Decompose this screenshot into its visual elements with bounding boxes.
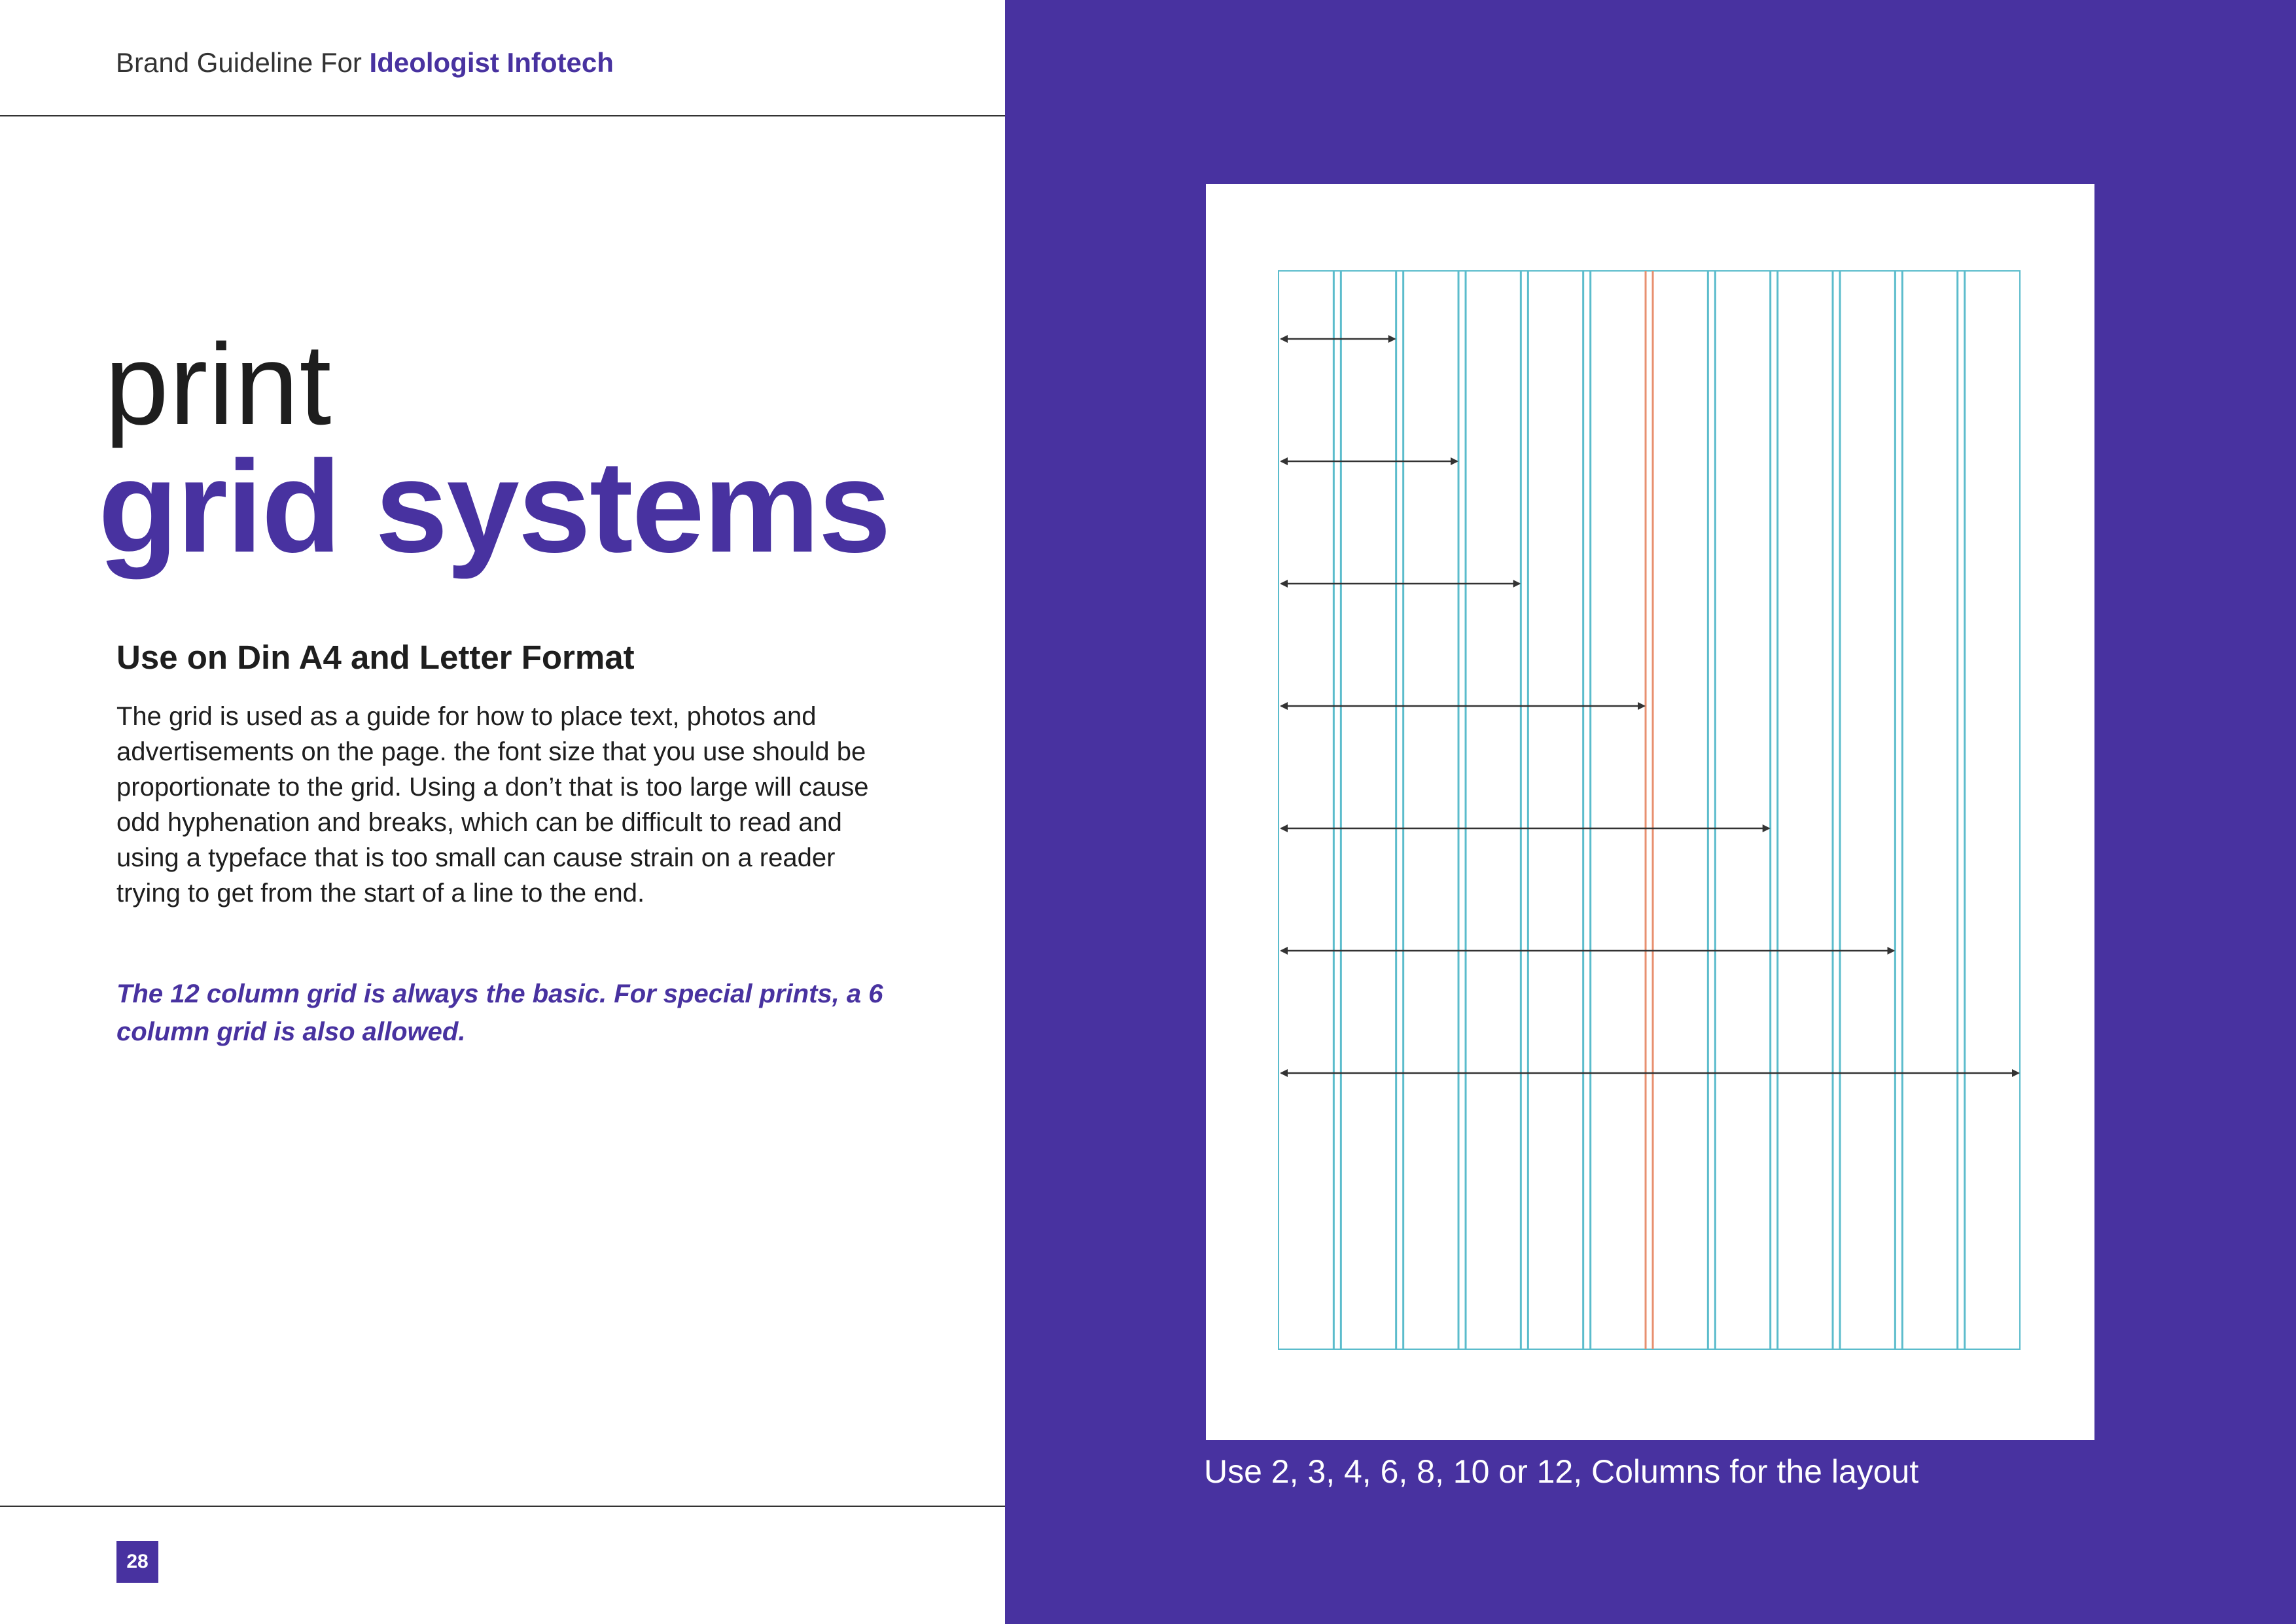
grid-frame [1279, 271, 2020, 1349]
page-header [116, 47, 614, 79]
body-paragraph: The grid is used as a guide for how to place text, photos and advertisements on the page. the font size that you use should be proportionate to the grid. Using a don’t that is too large will cause odd hyphenation and breaks, which can be difficult to read and using a typeface that is too small can cause strain on a reader trying to get from the start of a line to the end. [116, 702, 869, 908]
grid-diagram [1206, 184, 2094, 1440]
title-light: print [105, 321, 332, 449]
header-prefix: Brand Guideline For [116, 47, 370, 78]
top-divider [0, 115, 1005, 116]
left-page [0, 0, 1005, 1624]
layout-caption: Use 2, 3, 4, 6, 8, 10 or 12, Columns for the layout [1204, 1453, 1919, 1490]
header-brand: Ideologist Infotech [369, 47, 614, 78]
title-bold: grid systems [98, 434, 890, 580]
grid-sheet [1206, 184, 2094, 1440]
grid-note: The 12 column grid is always the basic. For special prints, a 6 column grid is also allowed. [116, 980, 883, 1046]
page-number-badge: 28 [116, 1541, 158, 1583]
bottom-divider [0, 1506, 1005, 1507]
subheading: Use on Din A4 and Letter Format [116, 639, 635, 676]
